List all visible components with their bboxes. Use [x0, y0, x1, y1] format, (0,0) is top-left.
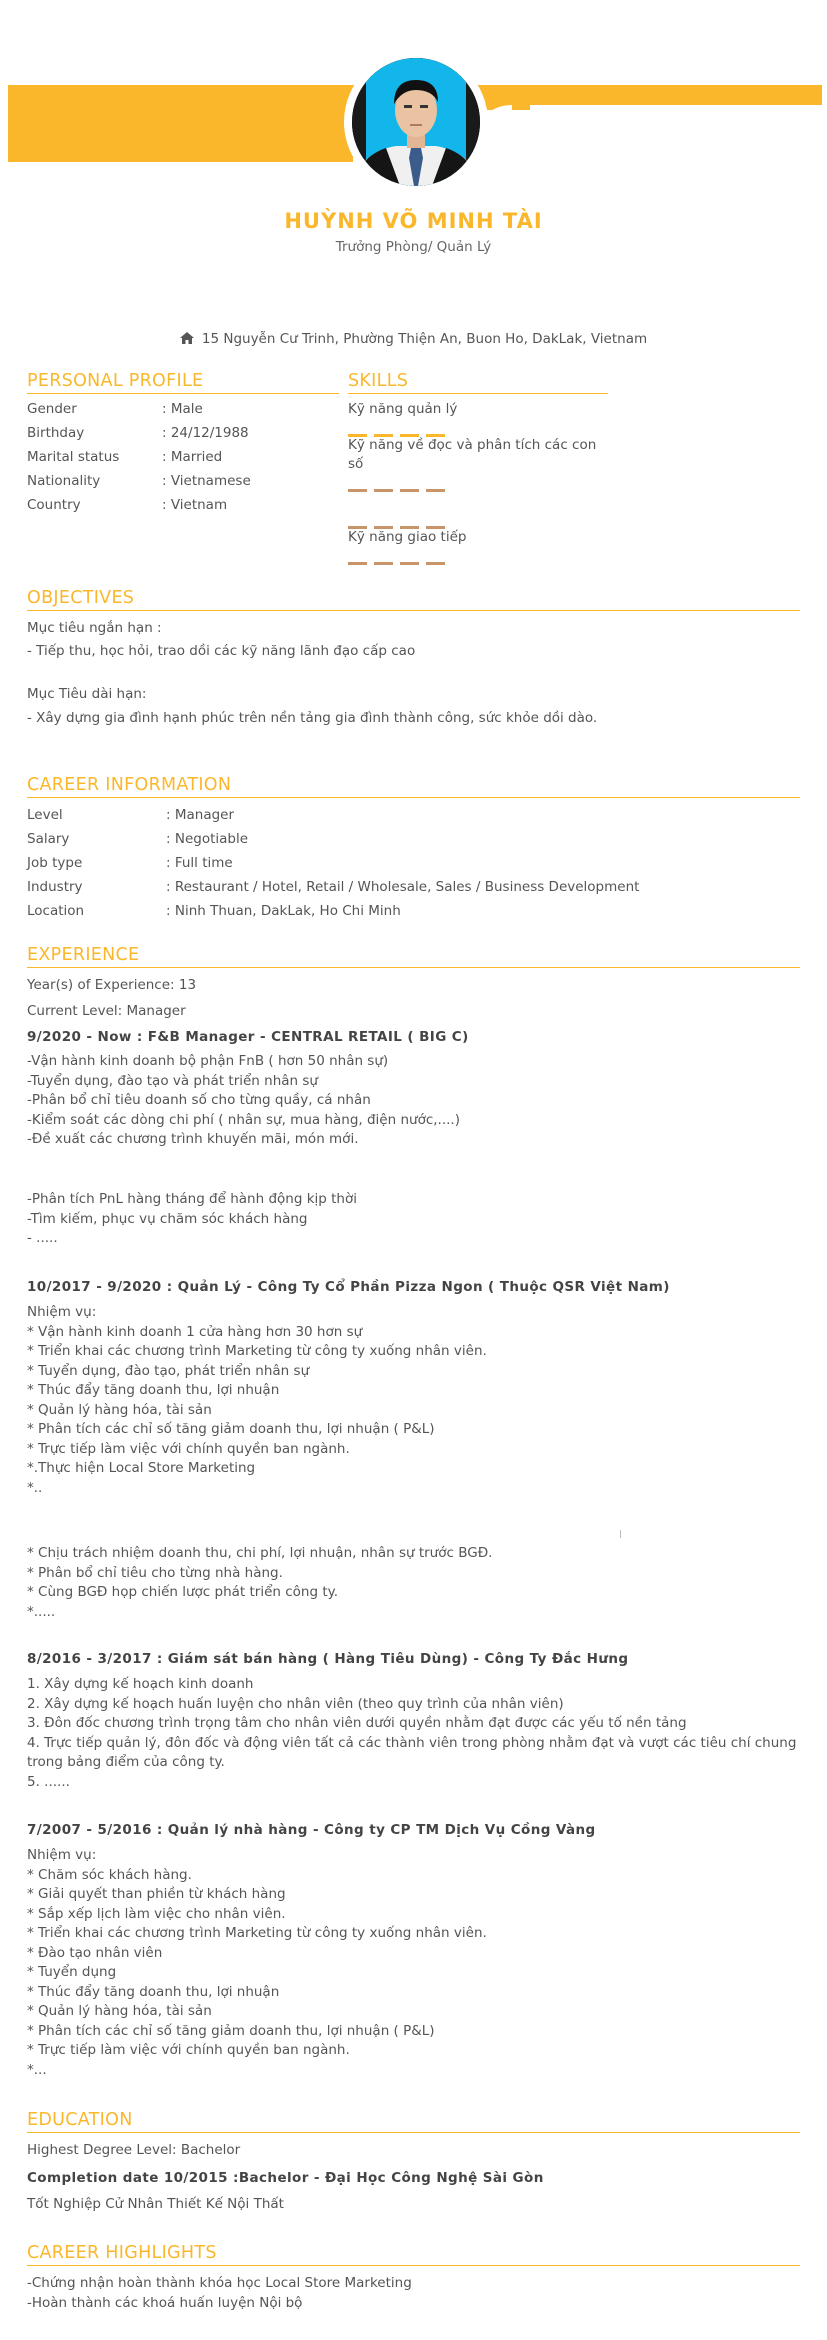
job-duty: * Phân bổ chỉ tiêu cho từng nhà hàng. — [27, 1564, 283, 1581]
profile-label-country: Country — [27, 497, 81, 513]
job-duty: * Trực tiếp làm việc với chính quyền ban ngành. — [27, 2042, 350, 2058]
avatar — [352, 58, 480, 186]
home-icon — [180, 332, 194, 344]
career-value-salary: : Negotiable — [166, 831, 249, 847]
job-duty: *... — [27, 2061, 47, 2078]
career-value-location: : Ninh Thuan, DakLak, Ho Chi Minh — [166, 903, 401, 919]
career-value-jobtype: : Full time — [166, 855, 233, 871]
job-duty: trong bảng điểm của công ty. — [27, 1754, 225, 1770]
profile-label-nationality: Nationality — [27, 473, 101, 489]
skill-name: Kỹ năng về đọc và phân tích các con — [348, 437, 597, 453]
job-duty: -Tuyển dụng, đào tạo và phát triển nhân sự — [27, 1072, 318, 1089]
profile-value-nationality: : Vietnamese — [162, 473, 251, 489]
job-duties — [27, 1303, 487, 1498]
job-duty: * Tuyển dụng — [27, 1964, 117, 1980]
career-info-title: CAREER INFORMATION — [27, 775, 800, 798]
experience-current-level: Current Level: Manager — [27, 1003, 186, 1019]
job-duty: * Đào tạo nhân viên — [27, 1944, 163, 1961]
experience-title: EXPERIENCE — [27, 945, 800, 968]
career-value-industry: : Restaurant / Hotel, Retail / Wholesale, Sales / Business Development — [166, 879, 640, 895]
job-duty: * Quản lý hàng hóa, tài sản — [27, 1401, 212, 1418]
job-duty: * Sắp xếp lịch làm việc cho nhân viên. — [27, 1905, 286, 1922]
objective-line: - Tiếp thu, học hỏi, trao dồi các kỹ năng lãnh đạo cấp cao — [27, 643, 416, 659]
job-duty: -Đề xuất các chương trình khuyến mãi, món mới. — [27, 1131, 359, 1147]
objective-line: Mục Tiêu dài hạn: — [27, 686, 147, 702]
skill-level-bar — [348, 425, 452, 428]
profile-label-birthday: Birthday — [27, 425, 85, 441]
job-duty: * Trực tiếp làm việc với chính quyền ban ngành. — [27, 1440, 350, 1457]
job-duty: * Chịu trách nhiệm doanh thu, chi phí, lợi nhuận, nhân sự trước BGĐ. — [27, 1545, 493, 1561]
candidate-name: HUỲNH VÕ MINH TÀI — [284, 209, 543, 233]
job-duty: * Thúc đẩy tăng doanh thu, lợi nhuận — [27, 1983, 280, 2000]
skill-level-bar — [348, 480, 452, 483]
skill-name-cont: số — [348, 456, 364, 472]
job-duty: -Phân tích PnL hàng tháng để hành động kịp thời — [27, 1191, 357, 1207]
job-duty: Nhiệm vụ: — [27, 1847, 97, 1863]
profile-value-marital: : Married — [162, 449, 223, 465]
profile-value-gender: : Male — [162, 401, 203, 417]
profile-value-country: : Vietnam — [162, 497, 228, 513]
job-duty: * Chăm sóc khách hàng. — [27, 1866, 192, 1883]
profile-value-birthday: : 24/12/1988 — [162, 425, 249, 441]
job-duty: *.Thực hiện Local Store Marketing — [27, 1460, 256, 1476]
skills-title: SKILLS — [348, 371, 608, 394]
education-detail: Tốt Nghiệp Cử Nhân Thiết Kế Nội Thất — [27, 2196, 284, 2212]
experience-years: Year(s) of Experience: 13 — [27, 977, 197, 993]
job-duty: *..... — [27, 1603, 56, 1620]
skill-name: Kỹ năng giao tiếp — [348, 529, 467, 545]
education-heading: Completion date 10/2015 :Bachelor - Đại Học Công Nghệ Sài Gòn — [27, 2170, 544, 2186]
job-duties — [27, 1544, 492, 1622]
job-duty: 3. Đôn đốc chương trình trọng tâm cho nhân viên dưới quyền nhằm đạt được các yếu tố nền tảng — [27, 1715, 687, 1731]
job-duty: * Quản lý hàng hóa, tài sản — [27, 2003, 212, 2019]
job-duties — [27, 1052, 460, 1150]
career-label-salary: Salary — [27, 831, 70, 847]
highlight-line: -Hoàn thành các khoá huấn luyện Nội bộ — [27, 2295, 303, 2311]
education-highest: Highest Degree Level: Bachelor — [27, 2142, 241, 2158]
profile-label-gender: Gender — [27, 401, 77, 417]
objectives-title: OBJECTIVES — [27, 588, 800, 611]
skill-level-bar — [348, 553, 452, 556]
job-duty: * Triển khai các chương trình Marketing từ công ty xuống nhân viên. — [27, 1925, 487, 1941]
objective-line: - Xây dựng gia đình hạnh phúc trên nền tảng gia đình thành công, sức khỏe dồi dào. — [27, 710, 598, 726]
job-heading: 10/2017 - 9/2020 : Quản Lý - Công Ty Cổ Phần Pizza Ngon ( Thuộc QSR Việt Nam) — [27, 1279, 670, 1295]
highlight-line: -Chứng nhận hoàn thành khóa học Local Store Marketing — [27, 2275, 412, 2291]
address-line — [0, 331, 827, 347]
job-duty: * Cùng BGĐ họp chiến lược phát triển công ty. — [27, 1584, 338, 1600]
job-duties — [27, 1675, 796, 1792]
job-duty: * Phân tích các chỉ số tăng giảm doanh thu, lợi nhuận ( P&L) — [27, 2022, 435, 2039]
job-duty: *.. — [27, 1479, 43, 1496]
career-label-industry: Industry — [27, 879, 83, 895]
job-heading: 7/2007 - 5/2016 : Quản lý nhà hàng - Công ty CP TM Dịch Vụ Cồng Vàng — [27, 1822, 596, 1838]
job-duty: * Triển khai các chương trình Marketing từ công ty xuống nhân viên. — [27, 1343, 487, 1359]
job-duty: 1. Xây dựng kế hoạch kinh doanh — [27, 1676, 254, 1692]
job-duty: * Thúc đẩy tăng doanh thu, lợi nhuận — [27, 1382, 280, 1398]
address-text: 15 Nguyễn Cư Trinh, Phường Thiện An, Buon Ho, DakLak, Vietnam — [201, 331, 648, 347]
job-duty: -Tìm kiếm, phục vụ chăm sóc khách hàng — [27, 1210, 308, 1227]
skill-level-bar — [348, 517, 452, 520]
job-heading: 8/2016 - 3/2017 : Giám sát bán hàng ( Hàng Tiêu Dùng) - Công Ty Đắc Hưng — [27, 1651, 629, 1667]
personal-profile-title: PERSONAL PROFILE — [27, 371, 339, 394]
job-duties — [27, 1190, 357, 1249]
job-duty: * Phân tích các chỉ số tăng giảm doanh thu, lợi nhuận ( P&L) — [27, 1421, 435, 1437]
career-label-level: Level — [27, 807, 63, 823]
job-duty: -Phân bổ chỉ tiêu doanh số cho từng quầy, cá nhân — [27, 1092, 371, 1108]
job-duty: 2. Xây dựng kế hoạch huấn luyện cho nhân viên (theo quy trình của nhân viên) — [27, 1695, 564, 1712]
job-duty: -Kiểm soát các dòng chi phí ( nhân sự, mua hàng, điện nước,....) — [27, 1111, 460, 1128]
objective-line: Mục tiêu ngắn hạn : — [27, 620, 162, 636]
divider-mark — [620, 1530, 621, 1538]
profile-label-marital: Marital status — [27, 449, 120, 465]
job-heading: 9/2020 - Now : F&B Manager - CENTRAL RETAIL ( BIG C) — [27, 1029, 469, 1045]
skill-name: Kỹ năng quản lý — [348, 401, 458, 417]
job-duty: 5. ...... — [27, 1773, 70, 1790]
education-title: EDUCATION — [27, 2110, 800, 2133]
job-duty: * Tuyển dụng, đào tạo, phát triển nhân sự — [27, 1362, 310, 1379]
job-duties — [27, 1846, 487, 2080]
career-label-jobtype: Job type — [27, 855, 83, 871]
career-label-location: Location — [27, 903, 85, 919]
job-duty: * Giải quyết than phiền từ khách hàng — [27, 1886, 286, 1902]
career-value-level: : Manager — [166, 807, 235, 823]
job-duty: * Vận hành kinh doanh 1 cửa hàng hơn 30 hơn sự — [27, 1323, 363, 1340]
job-duty: - ..... — [27, 1230, 58, 1246]
job-duty: -Vận hành kinh doanh bộ phận FnB ( hơn 50 nhân sự) — [27, 1053, 389, 1069]
candidate-title: Trưởng Phòng/ Quản Lý — [335, 239, 492, 255]
header-band-left — [8, 85, 353, 162]
job-duty: 4. Trực tiếp quản lý, đôn đốc và động viên tất cả các thành viên trong phòng nhằm đạt và vượt các tiêu chí chung — [27, 1734, 797, 1751]
career-highlights-title: CAREER HIGHLIGHTS — [27, 2243, 800, 2266]
job-duty: Nhiệm vụ: — [27, 1304, 97, 1320]
